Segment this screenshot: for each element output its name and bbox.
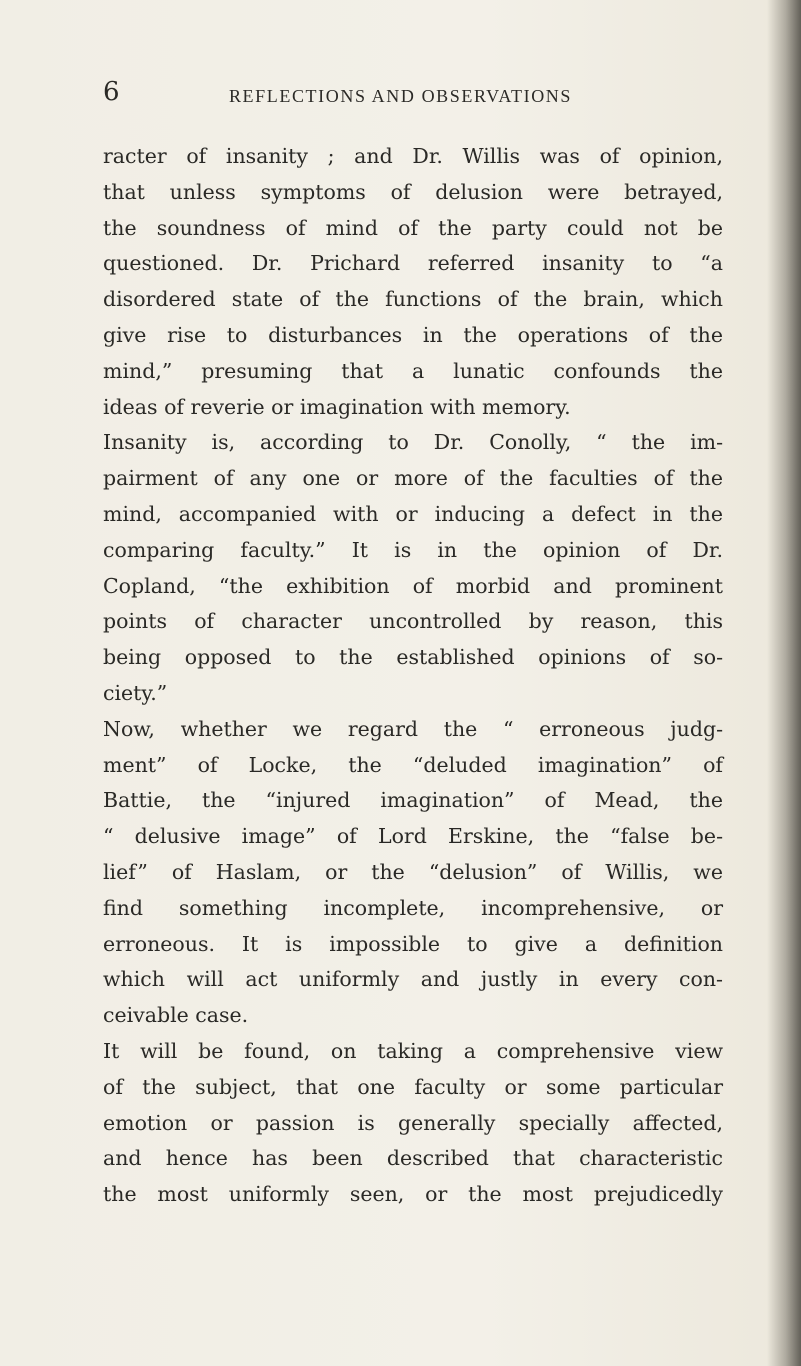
text-line: ciety.” [103, 680, 168, 705]
text-line: which will act uniformly and justly in every con- [103, 967, 723, 992]
text-line: comparing faculty.” It is in the opinion of Dr. [103, 537, 723, 562]
text-line: questioned. Dr. Prichard referred insanity to “a [103, 251, 723, 276]
text-line: the most uniformly seen, or the most prejudicedly [103, 1182, 723, 1207]
text-line: ceivable case. [103, 1003, 249, 1028]
text-line: being opposed to the established opinions of so- [103, 645, 723, 670]
text-line: mind,” presuming that a lunatic confounds the [103, 358, 723, 383]
running-head: REFLECTIONS AND OBSERVATIONS [228, 86, 573, 106]
text-line: ideas of reverie or imagination with memory. [103, 394, 571, 419]
text-line: “ delusive image” of Lord Erskine, the “false be- [103, 824, 723, 849]
text-line: of the subject, that one faculty or some particular [103, 1074, 723, 1099]
text-line: Now, whether we regard the “ erroneous judg- [103, 716, 723, 741]
body-text [103, 139, 723, 1213]
text-line: the soundness of mind of the party could not be [103, 215, 723, 240]
text-line: give rise to disturbances in the operations of the [103, 322, 723, 347]
page-edge-shadow [767, 0, 801, 1366]
text-line: ment” of Locke, the “deluded imagination” of [103, 752, 723, 777]
text-line: It will be found, on taking a comprehensive view [103, 1038, 723, 1063]
text-line: mind, accompanied with or inducing a defect in the [103, 501, 723, 526]
text-line: Battie, the “injured imagination” of Mead, the [103, 788, 723, 813]
text-line: Copland, “the exhibition of morbid and prominent [103, 573, 723, 598]
text-line: emotion or passion is generally specially affected, [103, 1110, 723, 1135]
text-line: erroneous. It is impossible to give a definition [103, 931, 723, 956]
text-line: racter of insanity ; and Dr. Willis was of opinion, [103, 144, 723, 168]
text-line: pairment of any one or more of the faculties of the [103, 466, 723, 491]
text-line: find something incomplete, incomprehensive, or [103, 895, 723, 920]
text-line: and hence has been described that characteristic [103, 1146, 723, 1171]
text-line: that unless symptoms of delusion were betrayed, [103, 179, 723, 204]
page-number: 6 [103, 77, 120, 107]
text-line: points of character uncontrolled by reason, this [103, 609, 723, 634]
text-line: disordered state of the functions of the brain, which [103, 287, 723, 312]
text-line: Insanity is, according to Dr. Conolly, “ the im- [103, 430, 723, 455]
text-line: lief” of Haslam, or the “delusion” of Willis, we [103, 859, 723, 884]
